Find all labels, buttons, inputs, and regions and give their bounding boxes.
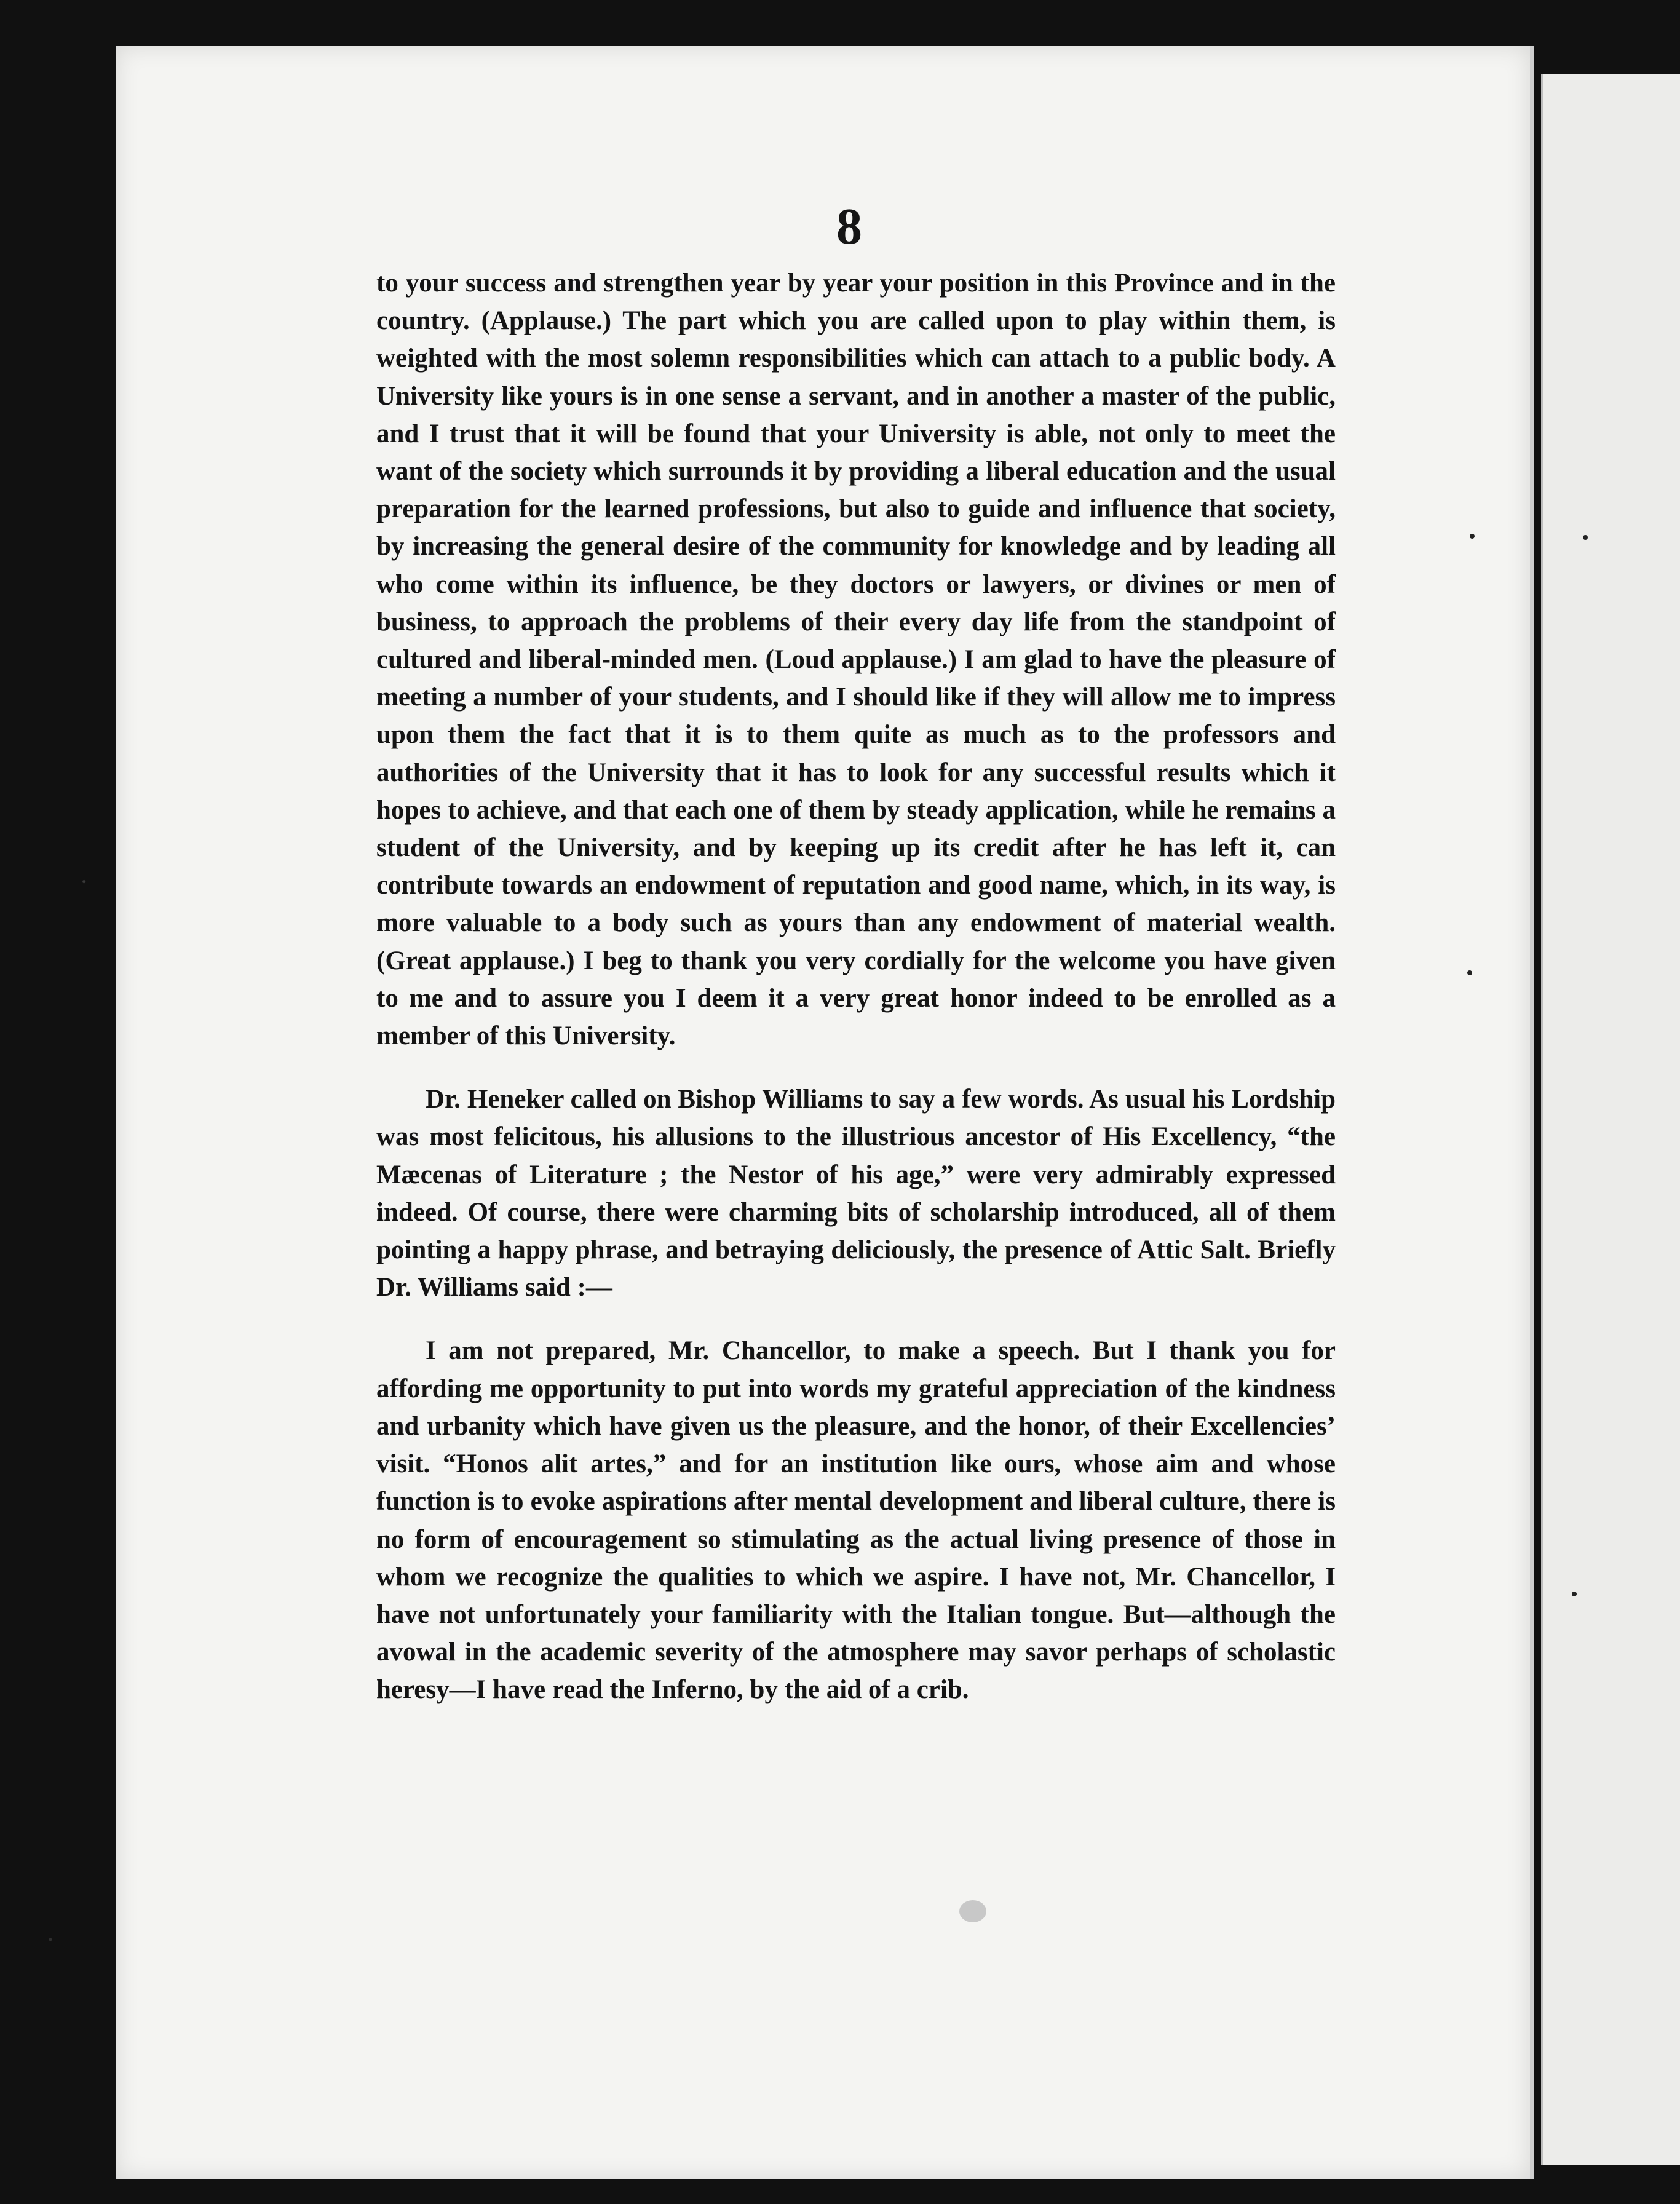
page-number: 8 <box>836 198 862 255</box>
ink-speck <box>1470 534 1475 539</box>
ink-speck <box>1583 535 1588 540</box>
ink-speck <box>1467 970 1472 975</box>
page-smudge <box>959 1900 986 1922</box>
adjacent-page-edge <box>1541 74 1680 2165</box>
paragraph-2: Dr. Heneker called on Bishop Williams to say a few words. As usual his Lordship was most felicitous, his allusions to the illustrious ancestor of His Excellency, “the Mæcenas of Literature ; the Nestor of his age,” were very admirably expressed indeed. Of course, there were charming bits of scholarship introduced, all of them pointing a happy phrase, and betraying deliciously, the presence of Attic Salt. Briefly Dr. Williams said :— <box>376 1085 1336 1302</box>
paragraph-1: to your success and strengthen year by year your position in this Province and in the country. (Applause.) The part which you are called upon to play within them, is weighted with the most solemn responsibilities which can attach to a public body. A University like yours is in one sense a servant, and in another a master of the public, and I trust that it will be found that your University is able, not only to meet the want of the society which surrounds it by providing a liberal education and the usual preparation for the learned professions, but also to guide and influence that society, by increasing the general desire of the community for knowledge and by leading all who come within its influence, be they doctors or lawyers, or divines or men of business, to approach the problems of their every day life from the standpoint of cultured and liberal-minded men. (Loud applause.) I am glad to have the pleasure of meeting a number of your students, and I should like if they will allow me to impress upon them the fact that it is to them quite as much as to the professors and authorities of the University that it has to look for any successful results which it hopes to achieve, and that each one of them by steady application, while he remains a student of the University, and by keeping up its credit after he has left it, can contribute towards an endowment of reputation and good name, which, in its way, is more valuable to a body such as yours than any endowment of material wealth. (Great applause.) I beg to thank you very cordially for the welcome you have given to me and to assure you I deem it a very great honor indeed to be enrolled as a member of this University. <box>376 269 1336 1051</box>
page-text <box>376 264 1336 1709</box>
ink-speck <box>1572 1592 1577 1596</box>
paragraph-3: I am not prepared, Mr. Chancellor, to make a speech. But I thank you for affording me opportunity to put into words my grateful appreciation of the kindness and urbanity which have given us the pleasure, and the honor, of their Excellencies’ visit. “Honos alit artes,” and for an institution like ours, whose aim and whose function is to evoke aspirations after mental development and liberal culture, there is no form of encouragement so stimulating as the actual living presence of those in whom we recognize the qualities to which we aspire. I have not, Mr. Chancellor, I have not unfortunately your familiarity with the Italian tongue. But—although the avowal in the academic severity of the atmosphere may savor perhaps of scholastic heresy—I have read the Inferno, by the aid of a crib. <box>376 1336 1336 1705</box>
